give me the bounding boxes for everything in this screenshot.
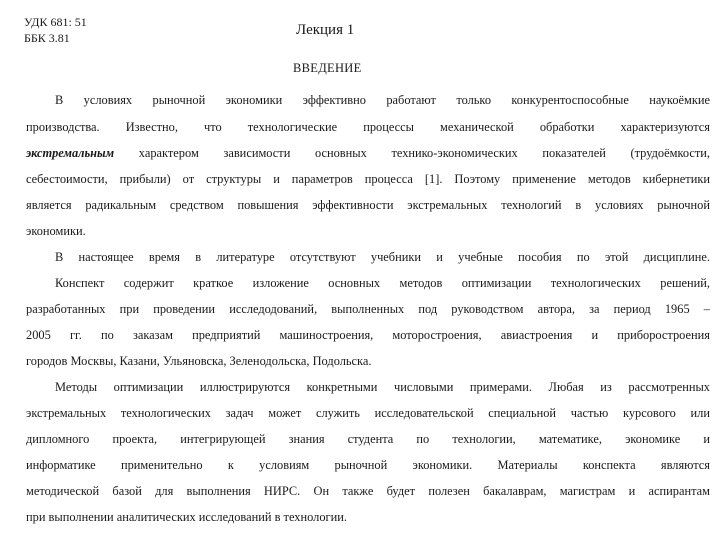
text-line: экономики. [26, 224, 86, 238]
text-line: В настоящее время в литературе отсутствуют учебники и учебные пособия по этой дисциплине. [55, 250, 710, 264]
text-line: себестоимости, прибыли) от структуры и параметров процесса [1]. Поэтому применение методов кибернетики [26, 172, 710, 186]
text-line: экстремальным характером зависимости основных технико-экономических показателей (трудоёмкости, [26, 146, 710, 160]
text-line: В условиях рыночной экономики эффективно работают только конкурентоспособные наукоёмкие [55, 93, 710, 107]
text-line: информатике применительно к условиям рыночной экономики. Материалы конспекта являются [26, 458, 710, 472]
text-line: разработанных при проведении исследодований, выполненных под руководством автора, за период 1965 – [26, 302, 710, 316]
text-line: городов Москвы, Казани, Ульяновска, Зеленодольска, Подольска. [26, 354, 372, 368]
text-line: методической базой для выполнения НИРС. Он также будет полезен бакалаврам, магистрам и аспирантам [26, 484, 710, 498]
text-line: при выполнении аналитических исследований в технологии. [26, 510, 347, 524]
udk-code: УДК 681: 51 [24, 15, 87, 29]
lecture-title: Лекция 1 [296, 22, 355, 38]
emphasized-term: экстремальным [26, 146, 115, 160]
text-line: Методы оптимизации иллюстрируются конкретными числовыми примерами. Любая из рассмотренных [55, 380, 710, 394]
classification-codes [24, 14, 87, 46]
section-heading: ВВЕДЕНИЕ [293, 61, 362, 75]
text-line: производства. Известно, что технологические процессы механической обработки характеризуются [26, 120, 710, 134]
text-line: экстремальных технологических задач может служить исследовательской специальной частью курсового или [26, 406, 710, 420]
text-line: является радикальным средством повышения эффективности экстремальных технологий в условиях рыночной [26, 198, 710, 212]
bbk-code: ББК 3.81 [24, 31, 70, 45]
text-line: дипломного проекта, интегрирующей знания студента по технологии, математике, экономике и [26, 432, 710, 446]
text-line: 2005 гг. по заказам предприятий машиностроения, моторостроения, авиастроения и приборостроения [26, 328, 710, 342]
text-line: Конспект содержит краткое изложение основных методов оптимизации технологических решений, [55, 276, 710, 290]
